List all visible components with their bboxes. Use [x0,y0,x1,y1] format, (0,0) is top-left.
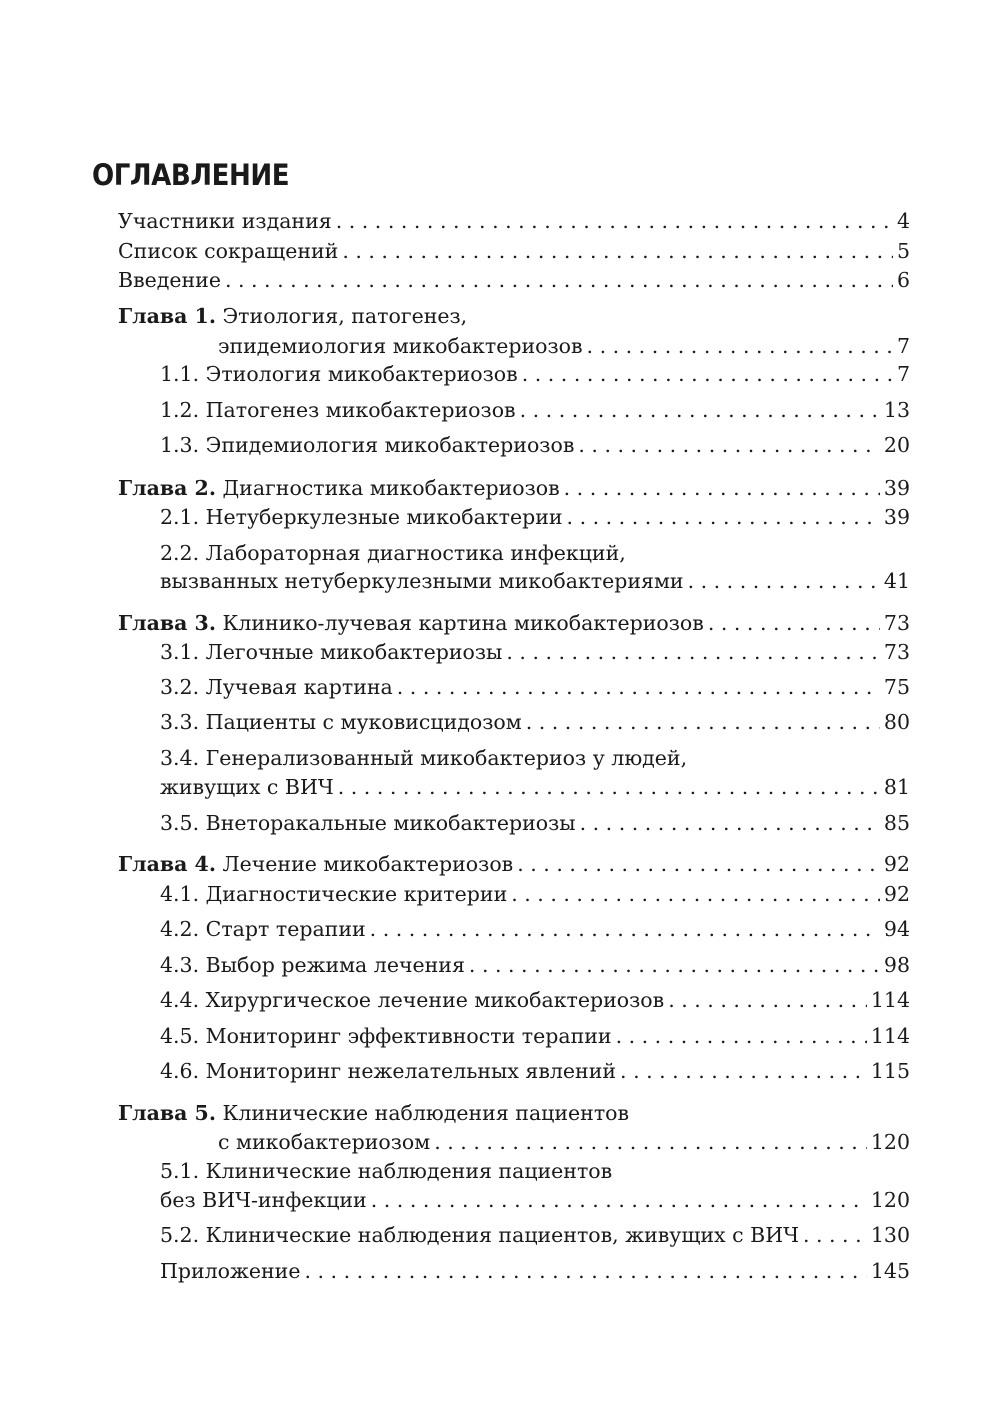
chapter-number: Глава 5. [118,1101,216,1125]
toc-chapter-2[interactable] [0,473,910,503]
dot-leader [803,1220,867,1250]
toc-entry[interactable] [0,772,910,802]
dot-leader [708,608,880,638]
entry-label: Клинико-лучевая картина микобактериозов [222,611,704,635]
dot-leader [225,265,893,295]
entry-label: эпидемиология микобактериозов [218,334,583,358]
chapter-number: Глава 3. [118,611,216,635]
entry-label: Диагностика микобактериозов [222,476,560,500]
dot-leader [371,1185,867,1215]
toc-chapter-1[interactable] [0,301,910,331]
entry-label: 3.3. Пациенты с муковисцидозом [160,710,522,734]
entry-label: живущих с ВИЧ [160,775,334,799]
entry-page: 13 [883,398,910,422]
entry-page: 7 [896,362,910,386]
entry-label: 3.5. Внеторакальные микобактериозы [160,811,576,835]
entry-page: 120 [870,1130,910,1154]
entry-label: 1.2. Патогенез микобактериозов [160,398,516,422]
entry-label: вызванных нетуберкулезными микобактериями [160,569,684,593]
dot-leader [506,637,880,667]
entry-page: 92 [883,852,910,876]
dot-leader [688,566,880,596]
entry-label: 1.3. Эпидемиология микобактериозов [160,433,575,457]
entry-label: Участники издания [118,209,332,233]
toc-entry[interactable] [0,1127,910,1157]
dot-leader [668,985,867,1015]
toc-entry[interactable] [0,707,910,737]
toc-entry[interactable] [0,395,910,425]
entry-page: 41 [883,569,910,593]
dot-leader [469,950,880,980]
dot-leader [526,707,880,737]
chapter-number: Глава 1. [118,304,216,328]
entry-label: с микобактериозом [218,1130,431,1154]
dot-leader [620,1056,867,1086]
dot-leader [580,808,880,838]
entry-page: 73 [883,611,910,635]
toc-entry[interactable] [0,1256,910,1286]
toc-entry[interactable] [0,879,910,909]
toc-entry[interactable] [0,743,910,773]
entry-label: Приложение [160,1259,301,1283]
dot-leader [304,1256,866,1286]
entry-page: 120 [870,1188,910,1212]
entry-label: 5.2. Клинические наблюдения пациентов, живущих с ВИЧ [160,1223,799,1247]
entry-page: 73 [883,640,910,664]
toc-entry[interactable] [0,566,910,596]
entry-page: 39 [883,476,910,500]
entry-label: 1.1. Этиология микобактериозов [160,362,518,386]
toc-entry[interactable] [0,265,910,295]
entry-page: 75 [883,675,910,699]
toc-entry[interactable] [0,914,910,944]
entry-label: 4.5. Мониторинг эффективности терапии [160,1024,612,1048]
page-title: ОГЛАВЛЕНИЕ [92,158,290,192]
entry-label: 3.1. Легочные микобактериозы [160,640,503,664]
toc-entry[interactable] [0,538,910,568]
toc-chapter-5[interactable] [0,1098,910,1128]
entry-page: 114 [870,988,910,1012]
toc-entry[interactable] [0,430,910,460]
entry-page: 114 [870,1024,910,1048]
entry-label: 4.2. Старт терапии [160,917,366,941]
dot-leader [578,430,880,460]
entry-label: Лечение микобактериозов [222,852,514,876]
toc-chapter-3[interactable] [0,608,910,638]
dot-leader [397,672,880,702]
entry-page: 81 [883,775,910,799]
dot-leader [616,1021,867,1051]
toc-entry[interactable] [0,331,910,361]
dot-leader [434,1127,867,1157]
dot-leader [342,236,893,266]
entry-label: Введение [118,268,221,292]
toc-entry[interactable] [0,502,910,532]
entry-page: 80 [883,710,910,734]
entry-label: 3.2. Лучевая картина [160,675,393,699]
entry-label: Клинические наблюдения пациентов [222,1101,630,1125]
entry-page: 94 [883,917,910,941]
entry-page: 85 [883,811,910,835]
entry-page: 39 [883,505,910,529]
entry-page: 130 [870,1223,910,1247]
entry-label: 4.6. Мониторинг нежелательных явлений [160,1059,617,1083]
entry-label: Список сокращений [118,239,339,263]
dot-leader [338,772,880,802]
chapter-number: Глава 2. [118,476,216,500]
entry-label: 2.2. Лабораторная диагностика инфекций, [160,541,626,565]
toc-entry[interactable] [0,359,910,389]
entry-page: 115 [870,1059,910,1083]
entry-label: 4.3. Выбор режима лечения [160,953,465,977]
toc-entry[interactable] [0,637,910,667]
entry-label: 4.4. Хирургическое лечение микобактериозов [160,988,665,1012]
toc-entry[interactable] [0,985,910,1015]
entry-label: 2.1. Нетуберкулезные микобактерии [160,505,563,529]
toc-entry[interactable] [0,1056,910,1086]
dot-leader [520,395,880,425]
entry-label: без ВИЧ-инфекции [160,1188,367,1212]
toc-entry[interactable] [0,950,910,980]
entry-page: 20 [883,433,910,457]
dot-leader [336,206,893,236]
entry-page: 4 [896,209,910,233]
dot-leader [370,914,880,944]
toc-entry[interactable] [0,1185,910,1215]
toc-entry[interactable] [0,206,910,236]
toc-entry[interactable] [0,1220,910,1250]
toc-entry[interactable] [0,236,910,266]
entry-label: 4.1. Диагностические критерии [160,882,508,906]
toc-entry[interactable] [0,808,910,838]
toc-chapter-4[interactable] [0,849,910,879]
toc-entry[interactable] [0,672,910,702]
dot-leader [511,879,880,909]
dot-leader [564,473,880,503]
chapter-number: Глава 4. [118,852,216,876]
entry-label: 5.1. Клинические наблюдения пациентов [160,1159,613,1183]
dot-leader [517,849,880,879]
entry-page: 6 [896,268,910,292]
entry-page: 7 [896,334,910,358]
entry-page: 92 [883,882,910,906]
toc-entry[interactable] [0,1021,910,1051]
entry-page: 5 [896,239,910,263]
entry-label: Этиология, патогенез, [222,304,468,328]
entry-label: 3.4. Генерализованный микобактериоз у людей, [160,746,688,770]
entry-page: 145 [870,1259,910,1283]
dot-leader [567,502,880,532]
dot-leader [587,331,893,361]
entry-page: 98 [883,953,910,977]
toc-entry[interactable] [0,1156,910,1186]
dot-leader [522,359,893,389]
